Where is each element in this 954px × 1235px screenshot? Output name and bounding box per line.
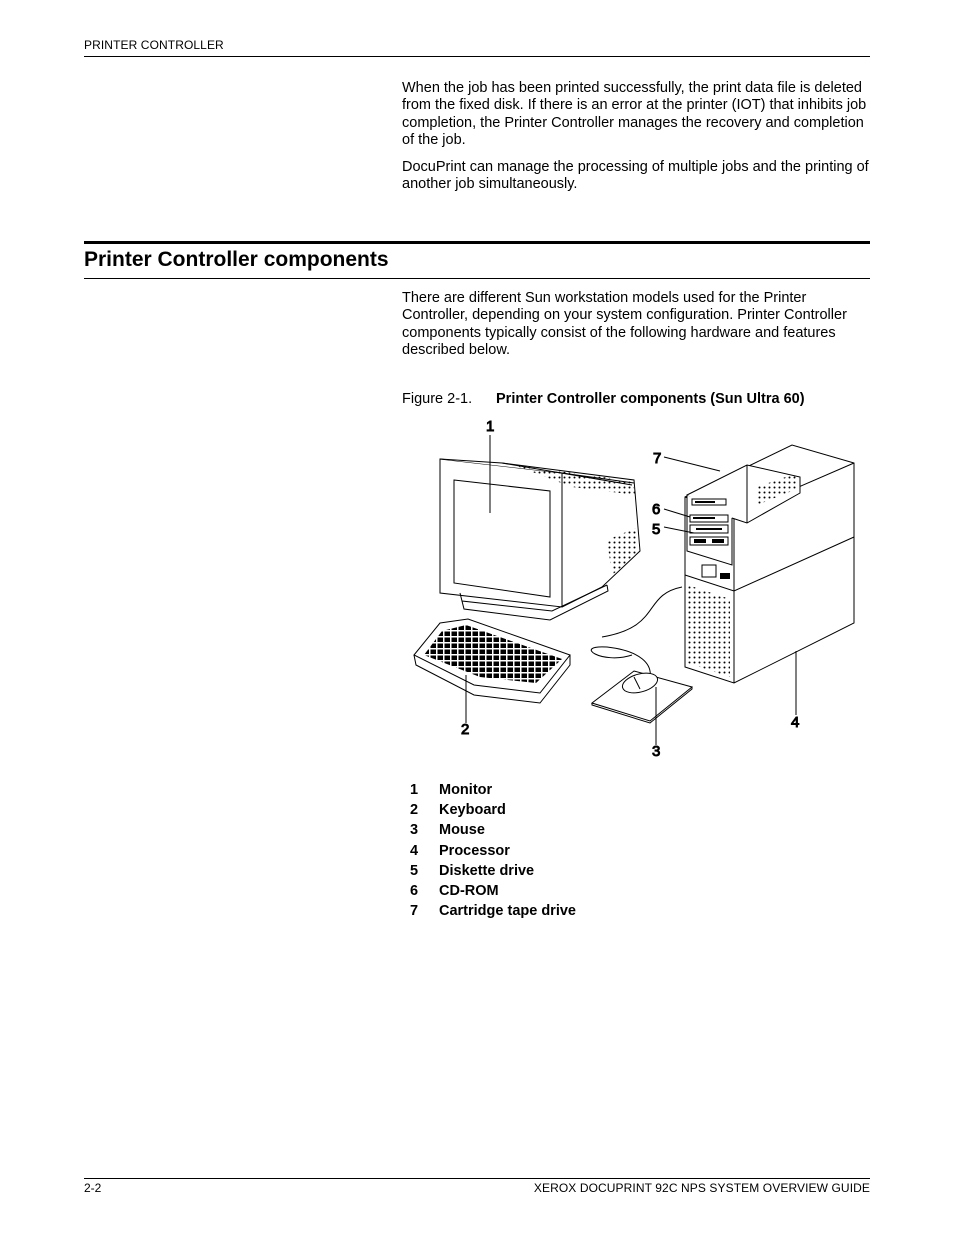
processor-drawing bbox=[685, 445, 854, 683]
callout-1: 1 bbox=[486, 418, 495, 435]
intro-paragraph-1: When the job has been printed successfully, the print data file is deleted from the fixed disk. If there is an error at the printer (IOT) that inhibits job completion, the Printer Controller manages the recovery and completion of the job. bbox=[402, 80, 867, 148]
monitor-drawing bbox=[440, 459, 640, 620]
legend-label: Keyboard bbox=[439, 802, 506, 819]
legend-item bbox=[410, 780, 576, 800]
legend-label: CD-ROM bbox=[439, 882, 499, 899]
callout-7: 7 bbox=[653, 450, 662, 467]
running-head: PRINTER CONTROLLER bbox=[84, 38, 224, 52]
legend-number: 5 bbox=[410, 862, 419, 879]
legend-item bbox=[410, 861, 576, 881]
legend-number: 7 bbox=[410, 903, 419, 920]
keyboard-drawing bbox=[414, 619, 570, 703]
legend-item bbox=[410, 800, 576, 820]
legend-label: Cartridge tape drive bbox=[439, 903, 576, 920]
section-paragraph: There are different Sun workstation models used for the Printer Controller, depending on your system configuration. Printer Controller components typically consist of the following hardware and features described below. bbox=[402, 290, 847, 358]
workstation-illustration bbox=[402, 415, 872, 765]
legend-number: 1 bbox=[410, 782, 419, 798]
legend-item bbox=[410, 820, 576, 840]
section-rule-bottom bbox=[84, 278, 870, 279]
figure-legend bbox=[410, 780, 576, 921]
legend-label: Processor bbox=[439, 842, 510, 859]
guide-title: XEROX DOCUPRINT 92C NPS SYSTEM OVERVIEW GUIDE bbox=[533, 1181, 870, 1195]
intro-paragraph-2: DocuPrint can manage the processing of multiple jobs and the printing of another job simultaneously. bbox=[402, 159, 869, 193]
mouse-drawing bbox=[592, 670, 692, 723]
legend-item bbox=[410, 901, 576, 921]
footer-rule bbox=[84, 1178, 870, 1179]
legend-number: 6 bbox=[410, 882, 419, 899]
legend-number: 2 bbox=[410, 802, 419, 819]
legend-item bbox=[410, 881, 576, 901]
callout-5: 5 bbox=[652, 521, 661, 538]
figure-number: Figure 2-1. bbox=[402, 391, 473, 407]
legend-number: 4 bbox=[410, 842, 419, 859]
page-number: 2-2 bbox=[84, 1181, 102, 1195]
callout-2: 2 bbox=[461, 721, 470, 738]
callout-4: 4 bbox=[791, 714, 800, 731]
legend-number: 3 bbox=[410, 822, 419, 839]
callout-3: 3 bbox=[652, 743, 661, 760]
figure-caption bbox=[402, 390, 805, 408]
legend-label: Diskette drive bbox=[439, 862, 535, 879]
legend-item bbox=[410, 841, 576, 861]
figure-title: Printer Controller components (Sun Ultra 60) bbox=[496, 391, 805, 407]
legend-label: Monitor bbox=[439, 782, 493, 798]
section-heading: Printer Controller components bbox=[84, 248, 389, 271]
legend-label: Mouse bbox=[439, 822, 485, 839]
section-rule-top bbox=[84, 241, 870, 244]
callout-6: 6 bbox=[652, 501, 661, 518]
header-rule bbox=[84, 56, 870, 57]
